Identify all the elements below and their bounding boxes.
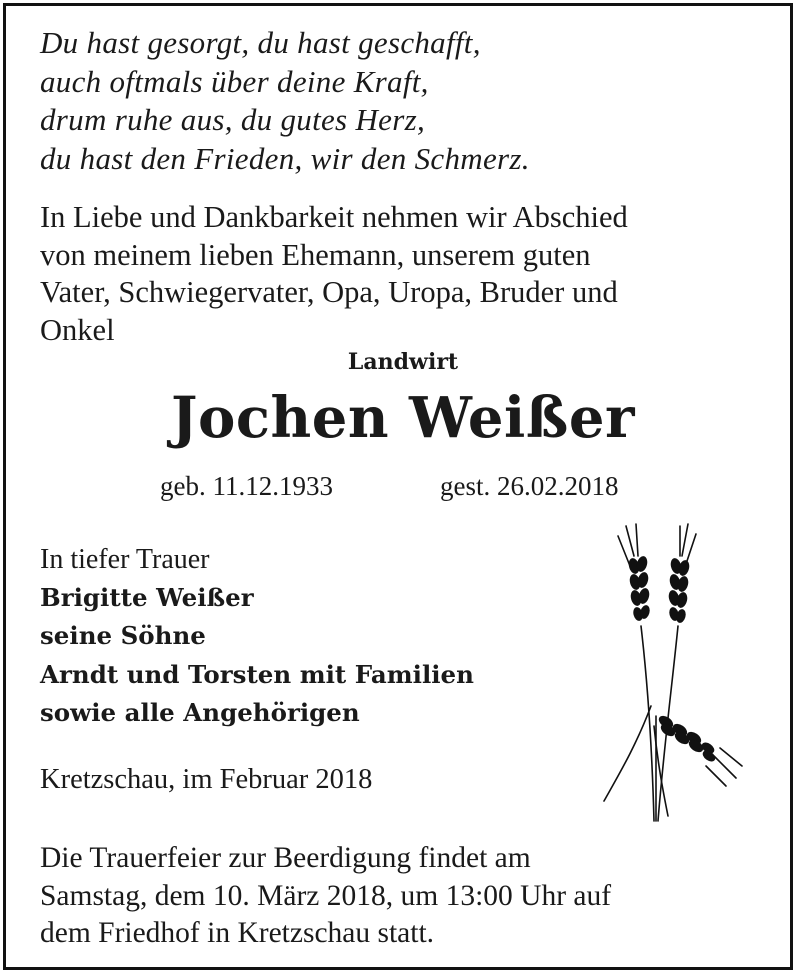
intro-line: In Liebe und Dankbarkeit nehmen wir Abschied — [40, 200, 628, 234]
wheat-ears-icon — [596, 516, 746, 826]
mourner-line: sowie alle Angehörigen — [40, 697, 360, 727]
mourner-line: seine Söhne — [40, 621, 206, 651]
poem-line: Du hast gesorgt, du hast geschafft, — [40, 25, 481, 60]
occupation: Landwirt — [347, 349, 459, 375]
mourner-line: Brigitte Weißer — [40, 583, 254, 613]
intro-line: von meinem lieben Ehemann, unserem guten — [40, 237, 591, 272]
intro-line: Onkel — [40, 312, 115, 347]
ceremony-line: Samstag, dem 10. März 2018, um 13:00 Uhr auf — [40, 879, 612, 912]
mourners-heading: In tiefer Trauer — [40, 544, 210, 575]
ceremony-line: Die Trauerfeier zur Beerdigung findet am — [40, 842, 531, 874]
poem-line: auch oftmals über deine Kraft, — [40, 63, 429, 99]
birth-date: geb. 11.12.1933 — [160, 471, 333, 501]
death-date: gest. 26.02.2018 — [440, 471, 619, 501]
poem-line: drum ruhe aus, du gutes Herz, — [40, 102, 425, 137]
place-date: Kretzschau, im Februar 2018 — [40, 764, 373, 795]
obituary-notice — [3, 3, 793, 970]
intro-line: Vater, Schwiegervater, Opa, Uropa, Bruder und — [40, 275, 618, 309]
mourner-line: Arndt und Torsten mit Familien — [40, 659, 474, 689]
poem — [40, 24, 740, 178]
poem-line: du hast den Frieden, wir den Schmerz. — [40, 140, 530, 176]
intro-text — [40, 199, 780, 349]
deceased-name: Jochen Weißer — [171, 385, 635, 451]
mourners — [40, 541, 600, 732]
ceremony-line: dem Friedhof in Kretzschau statt. — [40, 917, 435, 949]
ceremony-info — [40, 840, 780, 953]
